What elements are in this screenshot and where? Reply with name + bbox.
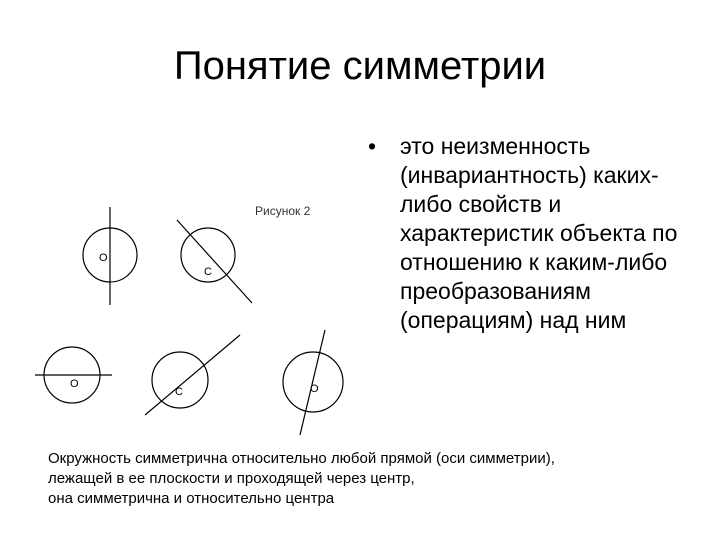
definition-text: это неизменность (инвариантность) каких-либо свойств и характеристик объекта по отношению к каким-либо преобразованиям (операциям) над ним [400, 133, 678, 333]
circle-label: O [70, 378, 79, 390]
bullet-marker: • [368, 133, 377, 159]
circles-diagram [30, 185, 370, 445]
symmetry-axis [145, 335, 240, 415]
circle-diagonal-axis [177, 220, 252, 303]
figure-label: Рисунок 2 [255, 204, 311, 218]
circle [152, 352, 208, 408]
circle-vertical-axis [83, 207, 137, 305]
slide-title: Понятие симметрии [173, 44, 547, 88]
caption-line: Окружность симметрична относительно любой прямой (оси симметрии), [48, 450, 555, 467]
symmetry-axis [177, 220, 252, 303]
caption-line: лежащей в ее плоскости и проходящей через центр, [48, 470, 415, 487]
circle-label: C [175, 386, 183, 398]
circle-diagonal-axis-2 [145, 335, 240, 415]
circle-horizontal-axis [35, 347, 112, 403]
circle-steep-axis [283, 330, 343, 435]
definition-bullet [368, 132, 698, 335]
caption-line: она симметрична и относительно центра [48, 490, 335, 507]
symmetry-figure [30, 185, 370, 445]
circle-label: O [99, 252, 108, 264]
circle-label: O [310, 383, 319, 395]
circle-label: C [204, 266, 212, 278]
figure-caption [48, 449, 708, 509]
